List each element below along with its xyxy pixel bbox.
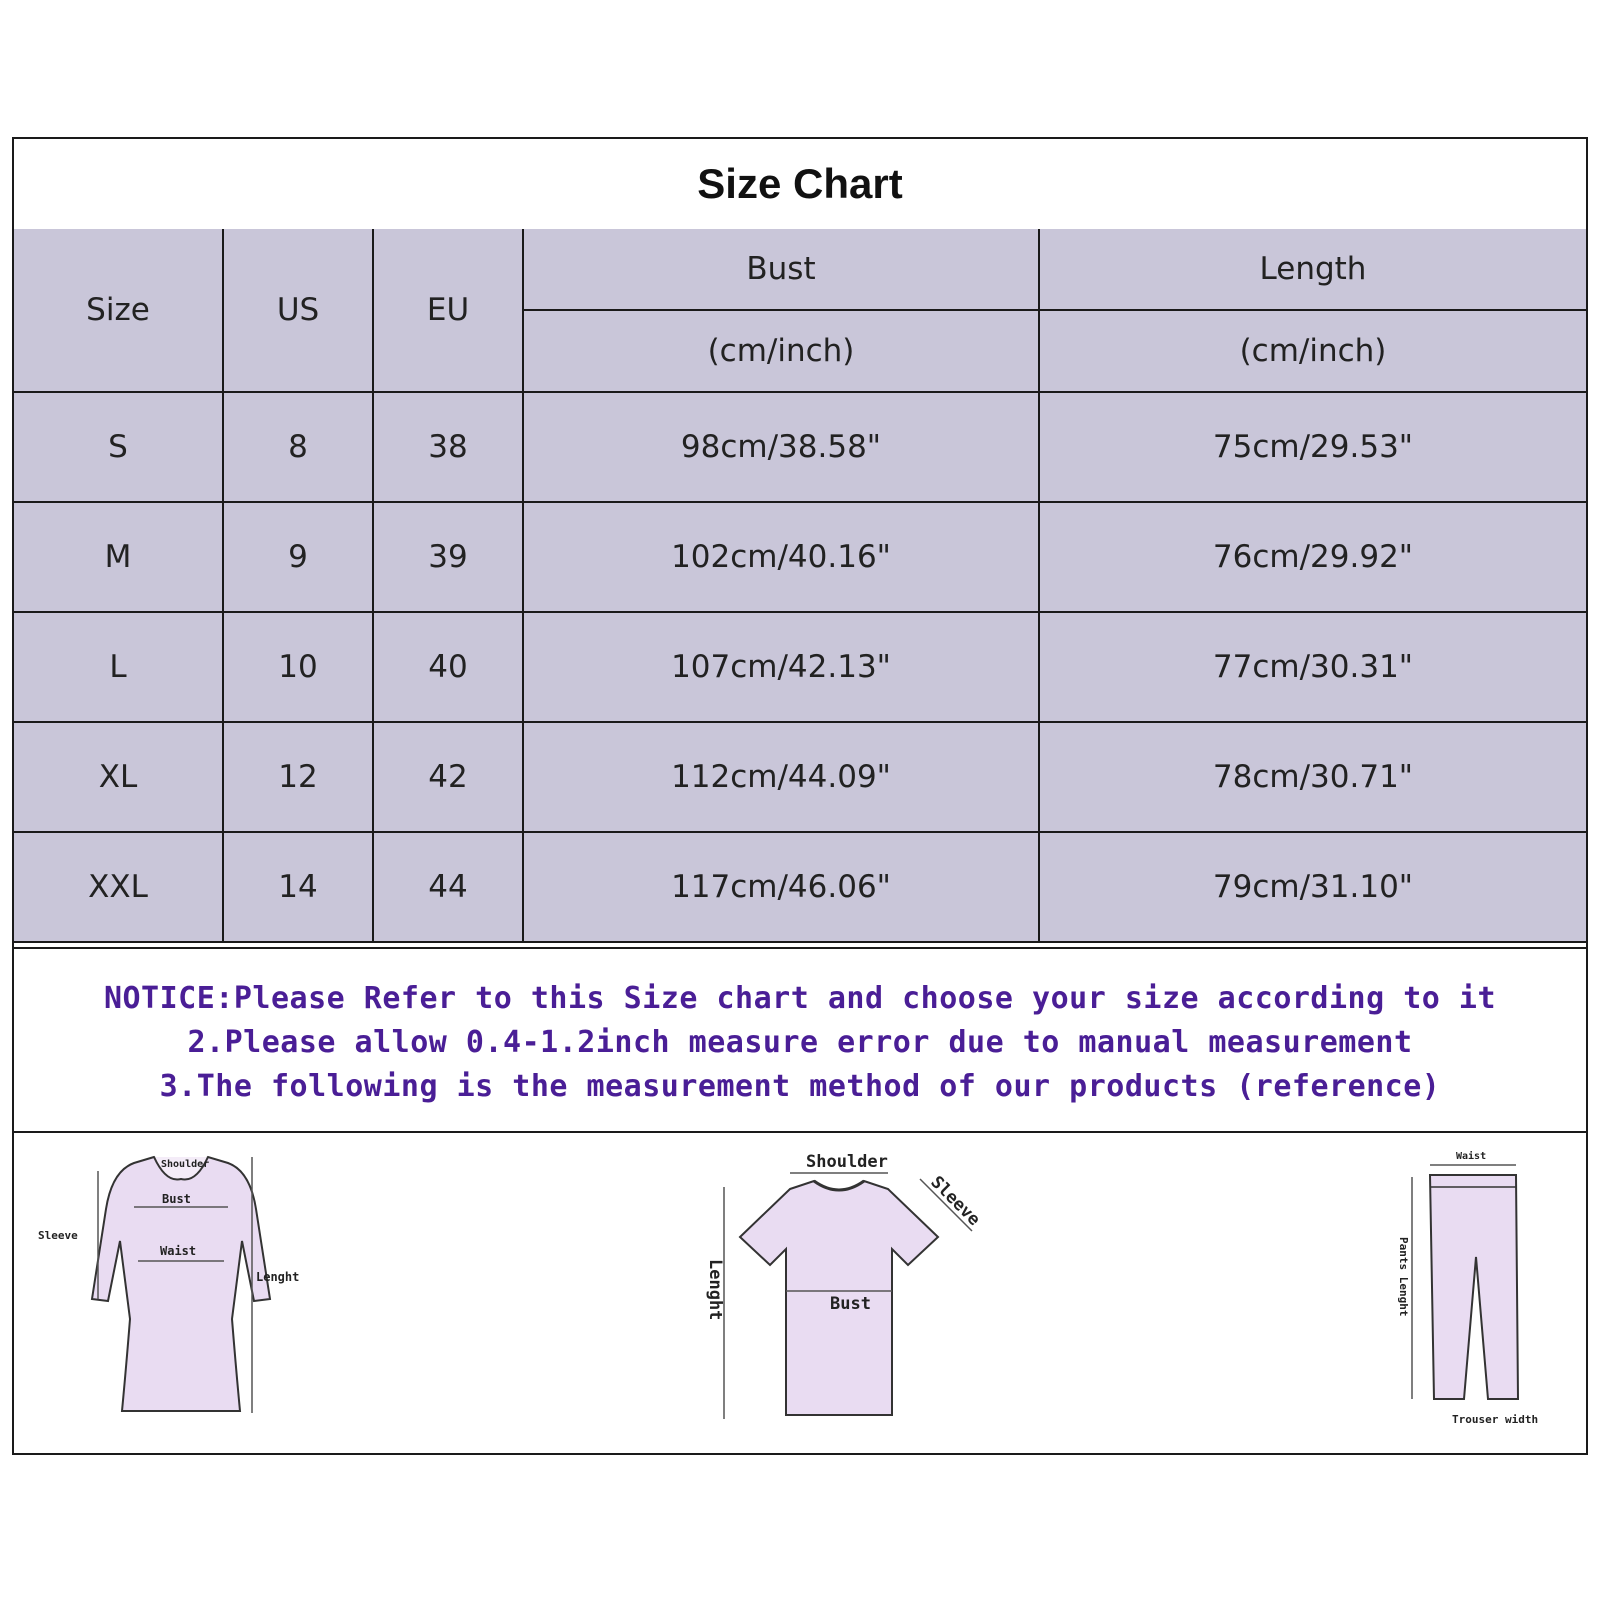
cell-size: L [14, 612, 223, 722]
cell-bust: 117cm/46.06" [523, 832, 1039, 942]
measurement-diagrams [14, 1133, 1586, 1453]
dress-diagram [34, 1149, 324, 1429]
table-row [14, 502, 1586, 612]
cell-length: 76cm/29.92" [1039, 502, 1586, 612]
cell-us: 9 [223, 502, 373, 612]
notice-line-1: NOTICE:Please Refer to this Size chart and choose your size according to it [103, 981, 1497, 1016]
tshirt-length-label: Lenght [705, 1259, 725, 1321]
table-row [14, 612, 1586, 722]
pants-diagram [1397, 1147, 1586, 1437]
cell-size: M [14, 502, 223, 612]
cell-eu: 44 [373, 832, 523, 942]
pants-width-label: Trouser width [1452, 1413, 1539, 1426]
cell-length: 79cm/31.10" [1039, 832, 1586, 942]
header-bust: Bust [523, 229, 1039, 310]
cell-bust: 107cm/42.13" [523, 612, 1039, 722]
table-row [14, 722, 1586, 832]
cell-eu: 39 [373, 502, 523, 612]
tshirt-diagram [694, 1147, 994, 1437]
cell-length: 77cm/30.31" [1039, 612, 1586, 722]
notice-line-2: 2.Please allow 0.4-1.2inch measure error due to manual measurement [187, 1025, 1413, 1060]
cell-bust: 98cm/38.58" [523, 392, 1039, 502]
cell-length: 78cm/30.71" [1039, 722, 1586, 832]
header-length: Length [1039, 229, 1586, 310]
cell-size: S [14, 392, 223, 502]
dress-length-label: Lenght [256, 1270, 300, 1284]
cell-size: XL [14, 722, 223, 832]
cell-length: 75cm/29.53" [1039, 392, 1586, 502]
notice-block [14, 947, 1586, 1133]
dress-waist-label: Waist [160, 1244, 197, 1258]
tshirt-shoulder-label: Shoulder [806, 1152, 888, 1172]
pants-shape [1430, 1175, 1518, 1399]
chart-title: Size Chart [14, 139, 1586, 231]
size-table [14, 229, 1586, 943]
dress-bust-label: Bust [162, 1192, 191, 1206]
cell-size: XXL [14, 832, 223, 942]
pants-length-label: Pants Lenght [1397, 1237, 1410, 1317]
dress-shoulder-label: Shoulder [161, 1159, 210, 1170]
cell-us: 14 [223, 832, 373, 942]
table-row [14, 832, 1586, 942]
cell-us: 12 [223, 722, 373, 832]
header-bust-unit: (cm/inch) [523, 310, 1039, 392]
header-us: US [223, 229, 373, 392]
table-header-row [14, 229, 1586, 310]
tshirt-bust-label: Bust [830, 1294, 871, 1314]
cell-us: 10 [223, 612, 373, 722]
cell-eu: 38 [373, 392, 523, 502]
cell-bust: 102cm/40.16" [523, 502, 1039, 612]
table-row [14, 392, 1586, 502]
cell-bust: 112cm/44.09" [523, 722, 1039, 832]
pants-waist-label: Waist [1456, 1151, 1487, 1162]
header-length-unit: (cm/inch) [1039, 310, 1586, 392]
cell-eu: 42 [373, 722, 523, 832]
notice-line-3: 3.The following is the measurement method of our products (reference) [159, 1069, 1441, 1104]
size-chart-frame [12, 137, 1588, 1455]
header-size: Size [14, 229, 223, 392]
cell-eu: 40 [373, 612, 523, 722]
tshirt-sleeve-label: Sleeve [926, 1172, 985, 1230]
dress-sleeve-label: Sleeve [38, 1229, 78, 1242]
header-eu: EU [373, 229, 523, 392]
cell-us: 8 [223, 392, 373, 502]
